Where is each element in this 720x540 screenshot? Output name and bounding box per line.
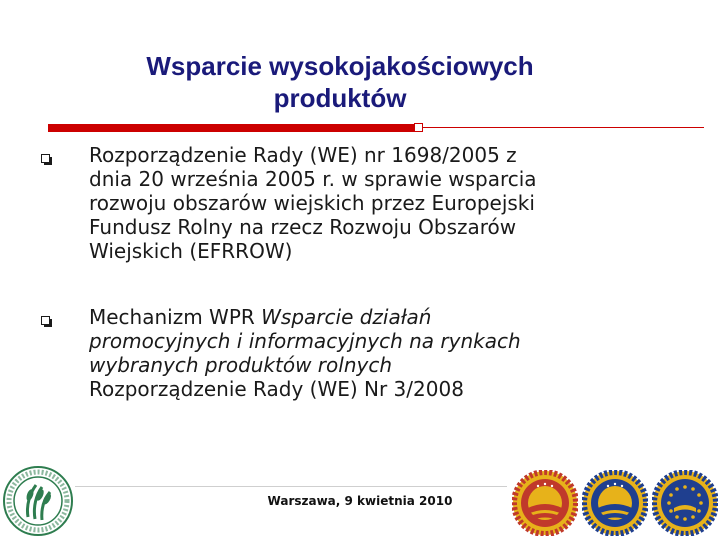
bullet-1-line: Rozporządzenie Rady (WE) nr 1698/2005 z xyxy=(89,143,517,167)
bullet-1-line: Fundusz Rolny na rzecz Rozwoju Obszarów xyxy=(89,215,517,239)
title-accent-square xyxy=(414,123,423,132)
bullet-1-text xyxy=(89,143,689,263)
bullet-2-italic: Wsparcie działań xyxy=(261,305,432,329)
bullet-2-italic-line: wybranych produktów rolnych xyxy=(89,353,393,377)
bullet-2-prefix: Mechanizm WPR xyxy=(89,305,262,329)
bullet-1-line: dnia 20 września 2005 r. w sprawie wsparcia xyxy=(89,167,537,191)
slide-title xyxy=(60,50,620,114)
ministry-logo-icon xyxy=(2,465,74,537)
pdo-seal-icon xyxy=(512,470,578,536)
pgi-seal-icon xyxy=(582,470,648,536)
footer-divider xyxy=(75,486,507,487)
bullet-2-line xyxy=(89,305,689,329)
bullet-1-line: rozwoju obszarów wiejskich przez Europejski xyxy=(89,191,535,215)
slide-title-line-1: Wsparcie wysokojakościowych xyxy=(146,51,534,81)
bullet-1-line: Wiejskich (EFRROW) xyxy=(89,239,293,263)
tsg-seal-icon xyxy=(652,470,718,536)
bullet-2-regulation: Rozporządzenie Rady (WE) Nr 3/2008 xyxy=(89,377,464,401)
footer-date: Warszawa, 9 kwietnia 2010 xyxy=(267,494,453,508)
slide-title-line-2: produktów xyxy=(273,83,407,113)
bullet-icon xyxy=(41,316,50,325)
bullet-2-italic-line: promocyjnych i informacyjnych na rynkach xyxy=(89,329,521,353)
bullet-icon xyxy=(41,154,50,163)
bullet-2-text xyxy=(89,305,689,401)
title-accent-bar xyxy=(48,124,414,132)
